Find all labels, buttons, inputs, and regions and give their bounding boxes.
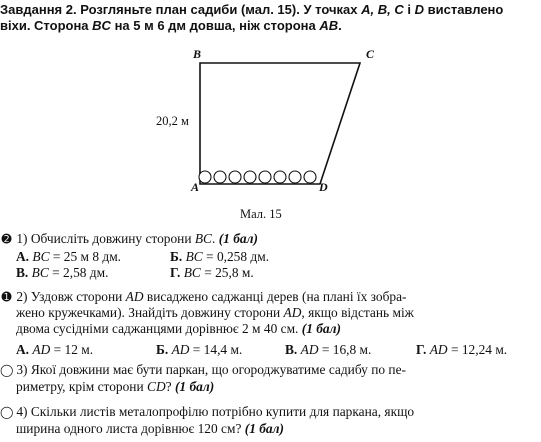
option-var: AD	[300, 342, 319, 357]
speech-bubble-icon: ◯	[0, 363, 14, 377]
speech-bubble-icon: ◯	[0, 405, 14, 419]
question-2-line-2	[16, 305, 414, 321]
q1-option-c[interactable]	[16, 265, 108, 281]
question-3-text: риметру, крім сторони	[16, 379, 144, 394]
option-value: = 2,58 дм.	[52, 265, 109, 280]
question-3-line-1	[0, 362, 406, 378]
question-3-text: 3) Якої довжини має бути паркан, що огороджуватиме садибу по пе-	[16, 362, 406, 377]
question-4-text: 4) Скільки листів металопрофілю потрібно купити для паркана, якщо	[16, 404, 415, 419]
question-2-line-1	[0, 289, 407, 305]
tree-circle	[259, 171, 271, 183]
option-var: BC	[31, 265, 49, 280]
option-letter: Б.	[156, 342, 169, 357]
q1-option-b[interactable]	[170, 249, 269, 265]
option-var: AD	[32, 342, 51, 357]
question-4-text: ширина одного листа дорівнює 120 см?	[16, 421, 242, 436]
question-2-var: AD	[125, 289, 144, 304]
option-letter: Г.	[170, 265, 181, 280]
trapezoid-shape	[200, 63, 360, 184]
q1-option-d[interactable]	[170, 265, 254, 281]
question-2-var: AD	[283, 305, 302, 320]
option-value: = 16,8 м.	[321, 342, 372, 357]
option-value: = 0,258 дм.	[206, 249, 270, 264]
task-text: .	[338, 18, 342, 33]
task-text: віхи. Сторона	[0, 18, 89, 33]
question-2-text: , якщо відстань між	[301, 305, 414, 320]
task-title: Завдання 2.	[0, 2, 77, 17]
tree-circle	[214, 171, 226, 183]
option-var: BC	[32, 249, 50, 264]
question-3-text: ?	[165, 379, 172, 394]
tree-circle	[304, 171, 316, 183]
question-1	[0, 231, 258, 247]
option-var: AD	[171, 342, 190, 357]
question-1-text: .	[211, 231, 216, 246]
tree-circle	[244, 171, 256, 183]
option-letter: Б.	[170, 249, 183, 264]
task-point-d: D	[414, 2, 424, 17]
option-letter: А.	[16, 342, 30, 357]
option-value: = 25 м 8 дм.	[52, 249, 122, 264]
question-4-points: (1 бал)	[244, 421, 284, 436]
question-2-text: жено кружечками). Знайдіть довжину сторони	[16, 305, 281, 320]
question-3-var: CD	[147, 379, 166, 394]
option-var: BC	[183, 265, 201, 280]
option-value: = 25,8 м.	[204, 265, 254, 280]
q2-option-c[interactable]	[285, 342, 371, 358]
question-2-points: (1 бал)	[301, 321, 341, 336]
question-2-text: двома сусідніми саджанцями дорівнює 2 м 40 см.	[16, 321, 299, 336]
q2-option-d[interactable]	[416, 342, 507, 358]
option-letter: В.	[16, 265, 29, 280]
question-3-points: (1 бал)	[174, 379, 215, 394]
tree-circles	[199, 171, 316, 183]
task-text-end: виставлено	[427, 2, 504, 17]
question-1-text: 1) Обчисліть довжину сторони	[16, 231, 192, 246]
question-4-line-1	[0, 404, 414, 420]
option-letter: А.	[16, 249, 30, 264]
tree-circle	[274, 171, 286, 183]
difficulty-1-icon: ➊	[1, 290, 12, 304]
q1-option-a[interactable]	[16, 249, 121, 265]
task-and: і	[407, 2, 411, 17]
question-3-line-2	[16, 379, 214, 395]
task-text: на 5 м 6 дм довша, ніж сторона	[114, 18, 316, 33]
option-value: = 12,24 м.	[450, 342, 508, 357]
point-label-a: A	[191, 180, 200, 194]
question-2-text: висаджено саджанці дерев (на плані їх зобра-	[146, 289, 407, 304]
point-label-b: B	[193, 47, 202, 61]
option-letter: Г.	[416, 342, 427, 357]
point-label-c: C	[366, 47, 375, 61]
tree-circle	[199, 171, 211, 183]
difficulty-2-icon: ➋	[1, 232, 12, 246]
task-points-list: A, B, C	[361, 2, 404, 17]
option-value: = 14,4 м.	[192, 342, 243, 357]
tree-circle	[229, 171, 241, 183]
tree-circle	[289, 171, 301, 183]
option-var: AD	[429, 342, 448, 357]
task-var-bc: BC	[92, 18, 111, 33]
q2-option-a[interactable]	[16, 342, 93, 358]
side-length-label: 20,2 м	[156, 114, 189, 128]
task-text: Розгляньте план садиби (мал. 15). У точках	[80, 2, 358, 17]
option-value: = 12 м.	[53, 342, 94, 357]
point-label-d: D	[319, 180, 328, 194]
question-4-line-2	[16, 421, 284, 437]
option-letter: В.	[285, 342, 298, 357]
question-2-line-3	[16, 321, 341, 337]
option-var: BC	[185, 249, 203, 264]
question-1-points: (1 бал)	[218, 231, 258, 246]
question-2-text: 2) Уздовж сторони	[16, 289, 123, 304]
q2-option-b[interactable]	[156, 342, 242, 358]
task-var-ab: AB	[319, 18, 339, 33]
question-1-var: BC	[194, 231, 212, 246]
figure-caption: Мал. 15	[240, 207, 282, 221]
